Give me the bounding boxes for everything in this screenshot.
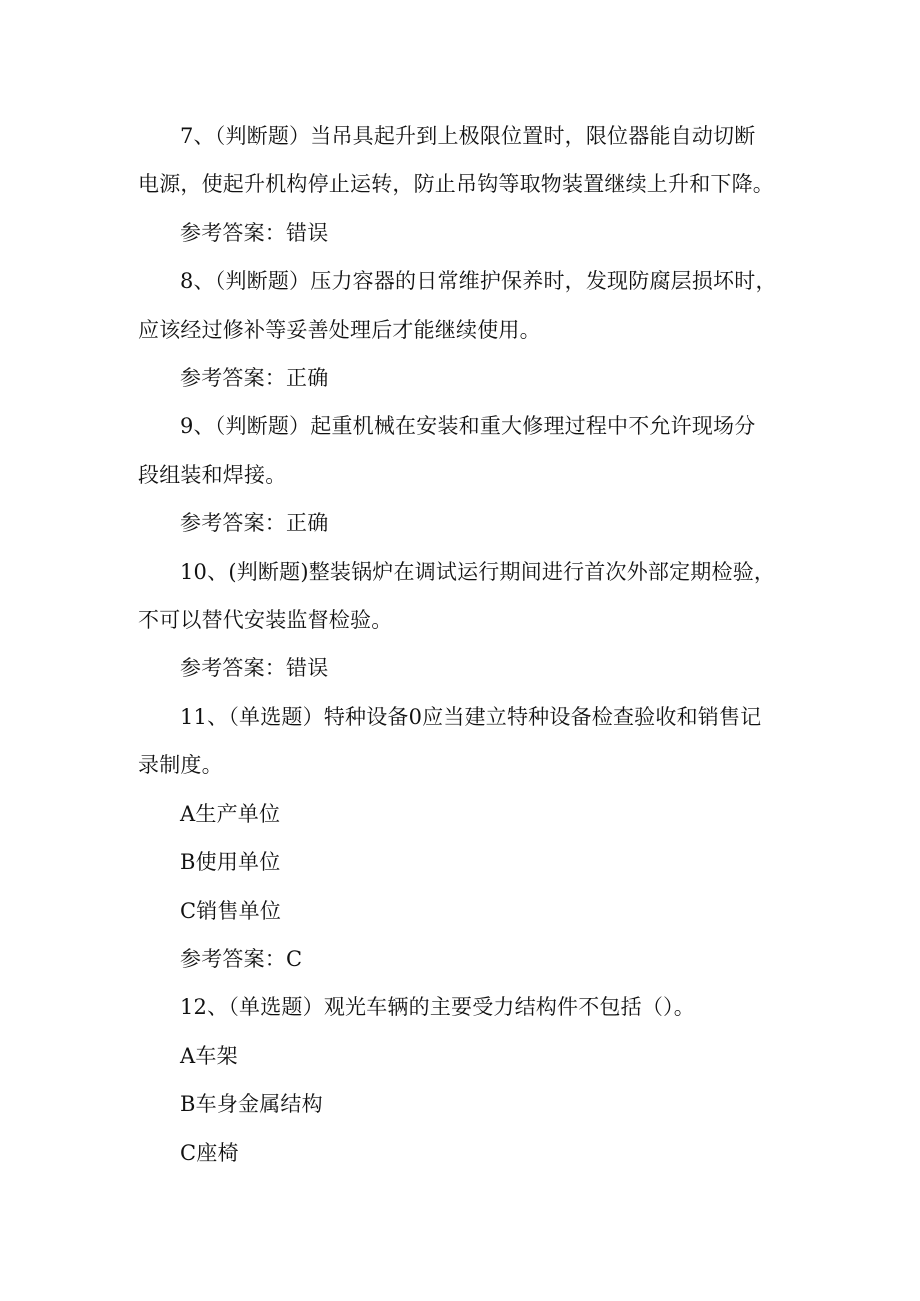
option-a: A生产单位 [180, 801, 281, 826]
answer-8: 参考答案：正确 [180, 366, 329, 391]
answer-9: 参考答案：正确 [180, 511, 329, 536]
option-b: B使用单位 [180, 850, 281, 875]
question-text-line: 录制度。 [138, 753, 223, 778]
option-a: A车架 [180, 1043, 238, 1068]
question-text-line: 12、（单选题）观光车辆的主要受力结构件不包括（）。 [180, 995, 695, 1020]
question-9 [138, 402, 788, 499]
option-c: C销售单位 [180, 898, 282, 923]
question-10 [138, 548, 788, 645]
question-text-line: 8、（判断题）压力容器的日常维护保养时，发现防腐层损坏时， [180, 269, 777, 294]
question-text-line: 应该经过修补等妥善处理后才能继续使用。 [138, 317, 541, 342]
question-text-line: 段组装和焊接。 [138, 462, 287, 487]
answer-11: 参考答案：C [180, 946, 303, 971]
question-text-line: 10、(判断题)整装锅炉在调试运行期间进行首次外部定期检验， [180, 559, 776, 584]
question-text-line: 9、（判断题）起重机械在安装和重大修理过程中不允许现场分 [180, 414, 756, 439]
question-text-line: 11、（单选题）特种设备0应当建立特种设备检查验收和销售记 [180, 704, 762, 729]
question-text-line: 7、（判断题）当吊具起升到上极限位置时，限位器能自动切断 [180, 124, 756, 148]
question-12 [138, 983, 788, 1031]
answer-10: 参考答案：错误 [180, 656, 329, 681]
question-11 [138, 693, 788, 790]
question-8 [138, 257, 788, 354]
question-text-line: 不可以替代安装监督检验。 [138, 608, 393, 633]
document-body [138, 112, 788, 1177]
answer-7: 参考答案：错误 [180, 220, 329, 245]
option-c: C座椅 [180, 1140, 239, 1165]
option-b: B车身金属结构 [180, 1092, 323, 1117]
question-text-line: 电源，使起升机构停止运转，防止吊钩等取物装置继续上升和下降。 [138, 172, 774, 197]
question-7 [138, 112, 788, 209]
